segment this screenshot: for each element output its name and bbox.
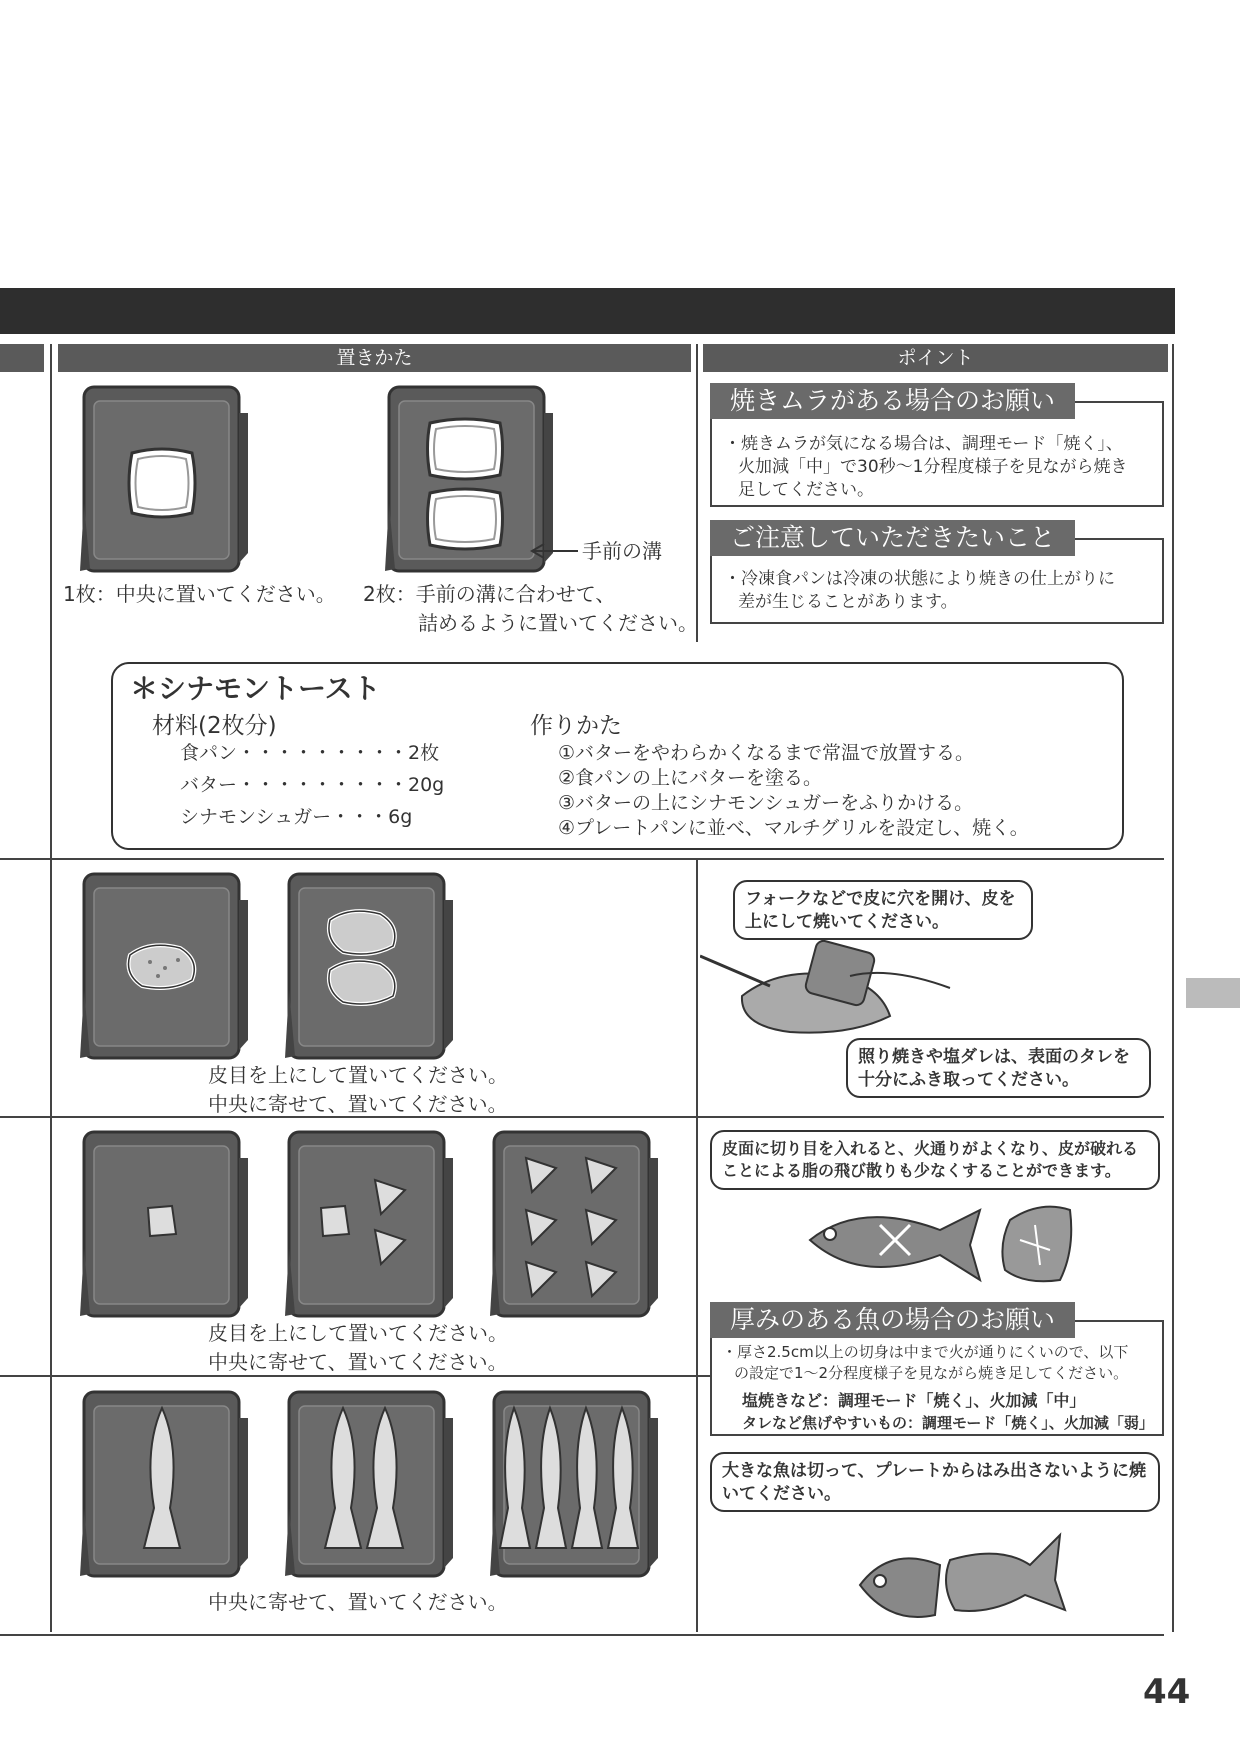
fork-chicken-illustration — [700, 936, 960, 1046]
toast-caption-two-line2: 詰めるように置いてください。 — [418, 611, 698, 635]
unevenness-body — [724, 433, 1127, 502]
mid-divider-bottom — [696, 858, 698, 1632]
side-tab — [1186, 978, 1240, 1008]
cut-fish-illustration — [850, 1515, 1070, 1625]
tray-chicken-two — [285, 870, 455, 1060]
row-divider-4 — [0, 1634, 1164, 1636]
right-divider — [1172, 344, 1174, 1632]
recipe-title: ＊シナモントースト — [130, 672, 381, 705]
thick-fish-title: 厚みのある魚の場合のお願い — [710, 1302, 1075, 1338]
tray-whole-fish-one — [80, 1388, 250, 1578]
thick-fish-line2: の設定で1〜2分程度様子を見ながら焼き足してください。 — [734, 1364, 1129, 1382]
tray-fillet-one — [80, 1128, 250, 1318]
placement-header: 置きかた — [58, 344, 691, 372]
method-title: 作りかた — [530, 713, 622, 739]
toast-caption-one: 1枚：中央に置いてください。 — [63, 582, 336, 606]
left-divider — [50, 344, 52, 1632]
tray-fillet-six — [490, 1128, 660, 1318]
caution-title: ご注意していただきたいこと — [710, 520, 1075, 556]
tray-toast-one — [80, 383, 250, 573]
step-2: ②食パンの上にバターを塗る。 — [558, 767, 823, 789]
scored-fish-illustration — [800, 1190, 1090, 1290]
arrow-left-icon — [530, 543, 580, 559]
cut-bubble: 皮面に切り目を入れると、火通りがよくなり、皮が破れることによる脂の飛び散りも少なくすることができます。 — [710, 1130, 1160, 1190]
big-fish-bubble: 大きな魚は切って、プレートからはみ出さないように焼いてください。 — [710, 1452, 1160, 1512]
unevenness-title: 焼きムラがある場合のお願い — [710, 383, 1075, 419]
caution-body — [724, 568, 1115, 614]
mid-divider-top — [696, 344, 698, 642]
thick-fish-setting1: 塩焼きなど：調理モード「焼く」、火加減「中」 — [742, 1391, 1086, 1410]
unevenness-line3: 足してください。 — [738, 479, 874, 500]
step-4: ④プレートパンに並べ、マルチグリルを設定し、焼く。 — [558, 817, 1029, 839]
step-1: ①バターをやわらかくなるまで常温で放置する。 — [558, 742, 975, 764]
left-column-header — [0, 344, 44, 372]
thick-fish-body — [722, 1342, 1128, 1384]
step-3: ③バターの上にシナモンシュガーをふりかける。 — [558, 792, 974, 814]
fork-bubble: フォークなどで皮に穴を開け、皮を上にして焼いてください。 — [733, 880, 1033, 940]
sauce-bubble: 照り焼きや塩ダレは、表面のタレを十分にふき取ってください。 — [846, 1038, 1151, 1098]
caution-line2: 差が生じることがあります。 — [738, 591, 958, 612]
unevenness-line2: 火加減「中」で30秒〜1分程度様子を見ながら焼き — [738, 456, 1128, 477]
tray-whole-fish-two — [285, 1388, 455, 1578]
point-header: ポイント — [703, 344, 1168, 372]
toast-caption-two-line1: 2枚：手前の溝に合わせて、 — [363, 582, 616, 606]
row-divider-2 — [0, 1116, 1164, 1118]
tray-whole-fish-four — [490, 1388, 660, 1578]
ingredients-title: 材料(2枚分) — [152, 713, 277, 739]
ingredient-2: バター・・・・・・・・・20g — [180, 774, 445, 796]
caution-line1: ・冷凍食パンは冷凍の状態により焼きの仕上がりに — [724, 569, 1115, 589]
row-divider-1 — [0, 858, 1164, 860]
thick-fish-line1: ・厚さ2.5cm以上の切身は中まで火が通りにくいので、以下 — [722, 1343, 1129, 1361]
tray-fillet-three — [285, 1128, 455, 1318]
groove-label: 手前の溝 — [582, 539, 662, 563]
whole-fish-caption: 中央に寄せて、置いてください。 — [208, 1590, 508, 1614]
page-number: 44 — [1143, 1672, 1191, 1712]
tray-chicken-one — [80, 870, 250, 1060]
ingredient-3: シナモンシュガー・・・6g — [180, 806, 413, 828]
fillet-caption-line2: 中央に寄せて、置いてください。 — [208, 1350, 508, 1374]
chicken-caption-line1: 皮目を上にして置いてください。 — [208, 1063, 508, 1087]
unevenness-line1: ・焼きムラが気になる場合は、調理モード「焼く」、 — [724, 434, 1123, 454]
section-header-bar — [0, 288, 1175, 334]
thick-fish-setting2: タレなど焦げやすいもの：調理モード「焼く」、火加減「弱」 — [742, 1414, 1154, 1432]
fillet-caption-line1: 皮目を上にして置いてください。 — [208, 1321, 508, 1345]
ingredient-1: 食パン・・・・・・・・・2枚 — [180, 742, 440, 764]
chicken-caption-line2: 中央に寄せて、置いてください。 — [208, 1092, 508, 1116]
